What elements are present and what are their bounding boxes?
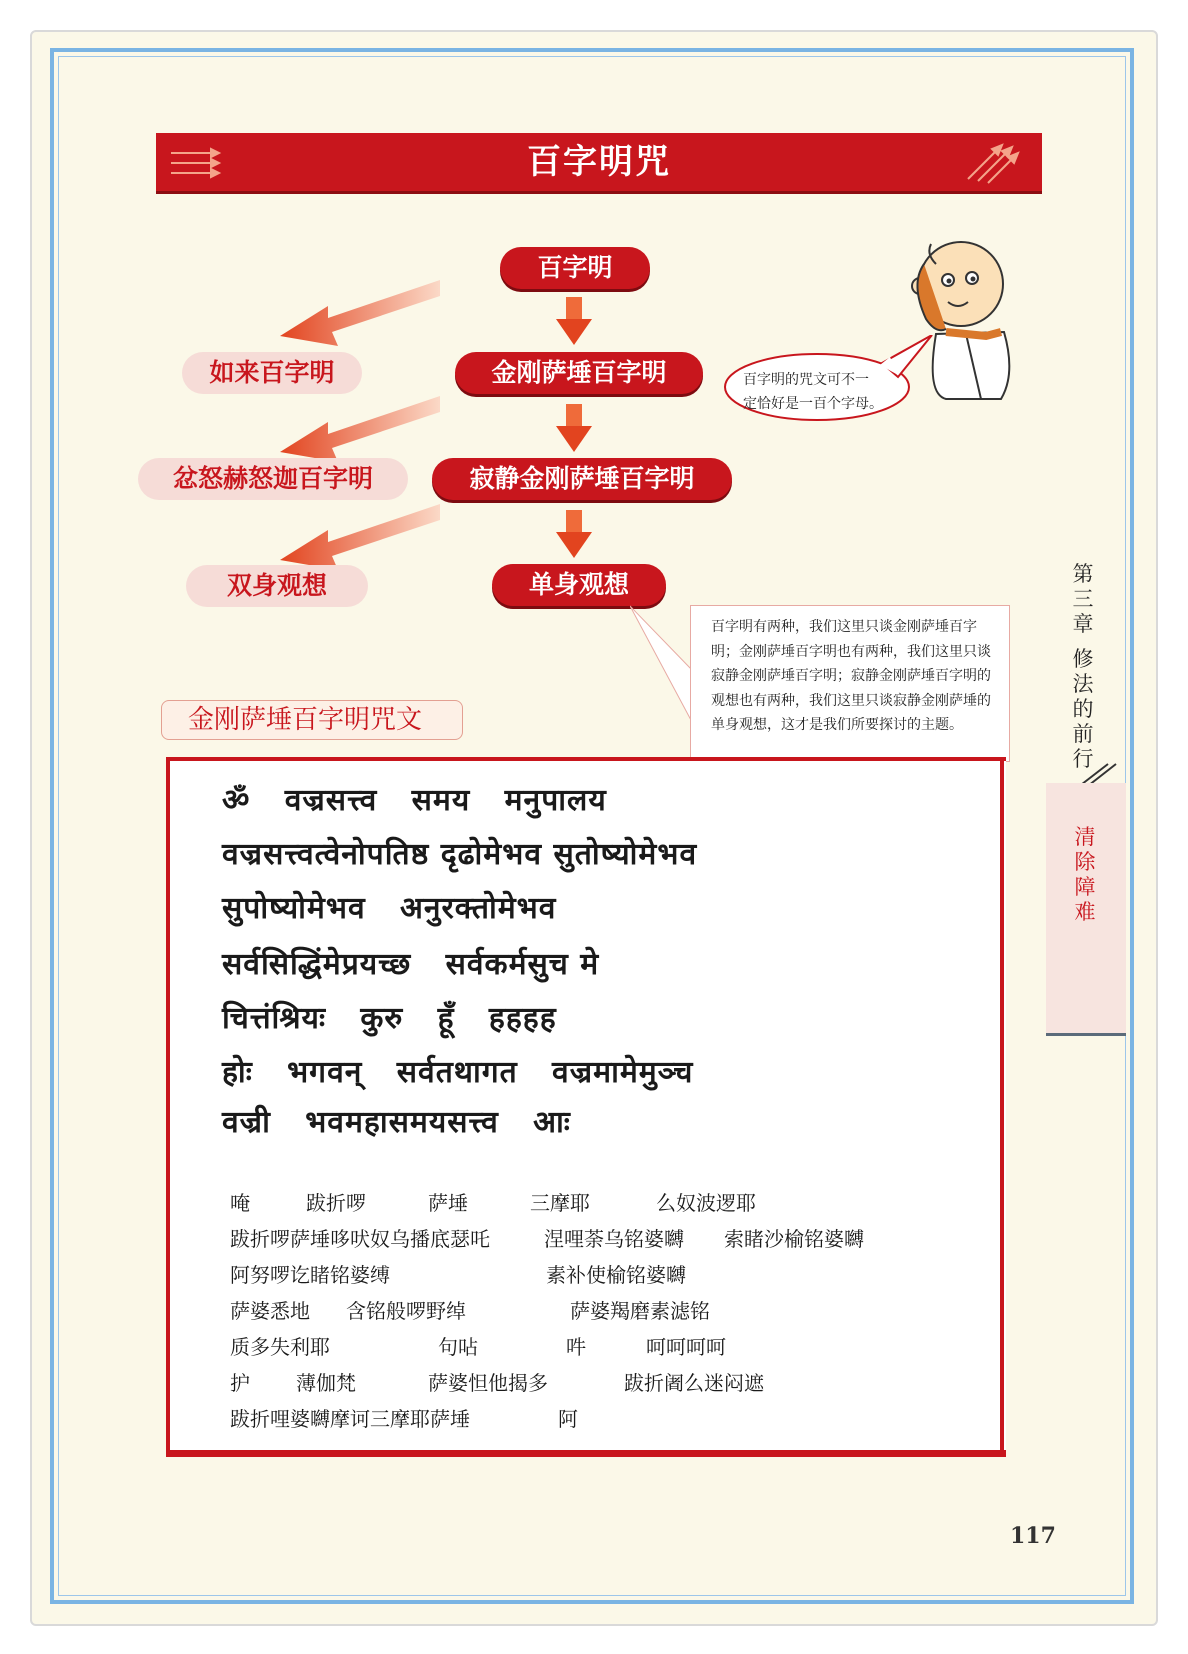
translit-word: 三摩耶 xyxy=(530,1191,590,1215)
down-arrow-icon xyxy=(556,510,592,560)
monk-illustration xyxy=(906,224,1026,404)
sanskrit-line: वज्री भवमहासमयसत्त्व आः xyxy=(222,1105,571,1140)
bubble-line-2: 定恰好是一百个字母。 xyxy=(743,396,883,412)
flow-node-peaceful-vajrasattva: 寂静金刚萨埵百字明 xyxy=(432,458,732,500)
section-label: 金刚萨埵百字明咒文 xyxy=(161,700,463,740)
translit-word: 护 xyxy=(230,1371,250,1395)
flow-node-vajrasattva: 金刚萨埵百字明 xyxy=(455,352,703,394)
translit-word: 句呫 xyxy=(438,1335,478,1359)
sanskrit-line: सुपोष्योमेभव अनुरक्तोमेभव xyxy=(222,891,557,926)
explanation-note: 百字明有两种，我们这里只谈金刚萨埵百字明；金刚萨埵百字明也有两种，我们这里只谈寂静金刚萨埵百字明；寂静金刚萨埵百字明的观想也有两种，我们这里只谈寂静金刚萨埵的单身观想，这才是我们所要探讨的主题。 xyxy=(690,605,1010,762)
translit-word: 吽 xyxy=(566,1335,586,1359)
translit-word: 跋折啰 xyxy=(306,1191,366,1215)
page-title: 百字明咒 xyxy=(527,142,671,182)
translit-word: 涅哩荼乌铭婆嚩 xyxy=(544,1227,684,1251)
translit-word: 质多失利耶 xyxy=(230,1335,330,1359)
translit-word: 跋折哩婆嚩摩诃三摩耶萨埵 xyxy=(230,1407,470,1431)
translit-word: 含铭般啰野绰 xyxy=(346,1299,466,1323)
down-arrow-icon xyxy=(556,404,592,454)
translit-word: 萨埵 xyxy=(428,1191,468,1215)
translit-word: 阿努啰讫睹铭婆缚 xyxy=(230,1263,390,1287)
translit-word: 萨婆悉地 xyxy=(230,1299,310,1323)
flow-node-tathagata: 如来百字明 xyxy=(182,352,362,394)
translit-word: 么奴波逻耶 xyxy=(656,1191,756,1215)
left-arrow-icon xyxy=(280,396,440,466)
translit-word: 唵 xyxy=(230,1191,250,1215)
sanskrit-line: ॐ वज्रसत्त्व समय मनुपालय xyxy=(222,783,607,818)
side-tab-label: 清除障难 xyxy=(1074,825,1096,924)
flow-node-bai-zi-ming: 百字明 xyxy=(500,247,650,289)
sanskrit-line: चित्तंश्रियः कुरु हूँ हहहह xyxy=(222,1001,557,1036)
translit-word: 跋折阇么迷闷遮 xyxy=(624,1371,764,1395)
translit-word: 萨婆羯磨素滤铭 xyxy=(570,1299,710,1323)
translit-word: 薄伽梵 xyxy=(296,1371,356,1395)
arrows-icon xyxy=(166,143,226,183)
side-chapter-label: 第三章 修法的前行 xyxy=(1072,562,1094,771)
bubble-line-1: 百字明的咒文可不一 xyxy=(743,372,869,388)
translit-word: 素补使榆铭婆嚩 xyxy=(546,1263,686,1287)
flow-node-heruka: 忿怒赫怒迦百字明 xyxy=(138,458,408,500)
translit-word: 萨婆怛他揭多 xyxy=(428,1371,548,1395)
page-title-bar xyxy=(156,133,1042,191)
left-arrow-icon xyxy=(280,504,440,574)
translit-word: 索睹沙榆铭婆嚩 xyxy=(724,1227,864,1251)
sanskrit-line: होः भगवन् सर्वतथागत वज्रमामेमुञ्च xyxy=(222,1055,694,1090)
translit-word: 阿 xyxy=(558,1407,578,1431)
left-arrow-icon xyxy=(280,280,440,350)
sanskrit-line: वज्रसत्त्वत्वेनोपतिष्ठ दृढोमेभव सुतोष्योमेभव xyxy=(222,837,698,872)
down-arrow-icon xyxy=(556,297,592,347)
flow-node-dual-visualization: 双身观想 xyxy=(186,565,368,607)
translit-word: 跋折啰萨埵哆吠奴乌播底瑟吒 xyxy=(230,1227,490,1251)
flow-node-single-visualization: 单身观想 xyxy=(492,564,666,606)
translit-word: 呵呵呵呵 xyxy=(646,1335,726,1359)
note-pointer xyxy=(630,600,694,730)
sanskrit-line: सर्वसिद्धिंमेप्रयच्छ सर्वकर्मसुच मे xyxy=(222,947,600,982)
arrows-icon xyxy=(960,139,1020,185)
mantra-panel-right-border xyxy=(1000,757,1004,1457)
page-number: 117 xyxy=(1010,1523,1056,1549)
